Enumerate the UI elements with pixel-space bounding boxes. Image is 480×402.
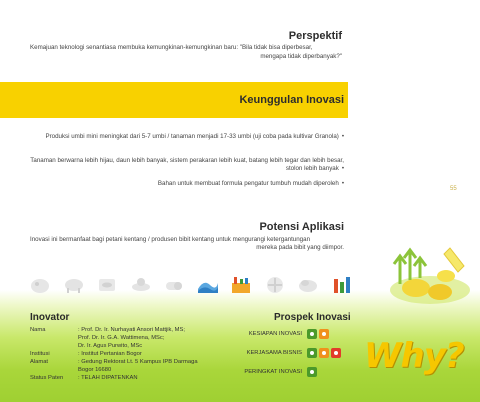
prospek-row-kesiapan <box>228 329 331 339</box>
inovator-row <box>30 350 198 358</box>
inovator-key: Status Paten <box>30 375 64 381</box>
inovator-row <box>30 366 198 374</box>
readiness-badge-icon <box>319 329 329 339</box>
advantage-item-2 <box>30 157 344 174</box>
bullet: • <box>341 165 344 173</box>
inovator-value: Prof. Dr. Ir. G.A. Wattimena, MSc; <box>78 335 165 341</box>
potensi-line-1: Inovasi ini bermanfaat bagi petani kentang / produsen bibit kentang untuk mengurangi ketergantungan <box>30 236 311 243</box>
inovator-value: : TELAH DIPATENKAN <box>78 375 138 381</box>
advantage-text-1: Produksi umbi mini meningkat dari 5-7 umbi / tanaman menjadi 17-33 umbi (uji coba pada kultivar Granola) <box>45 133 339 140</box>
inovator-key: Alamat <box>30 359 49 365</box>
food-icon <box>127 266 155 302</box>
inovator-value: : Institut Pertanian Bogor <box>78 351 142 357</box>
advantage-item-1 <box>30 133 344 141</box>
inovator-key: Nama <box>30 327 46 333</box>
keunggulan-title: Keunggulan Inovasi <box>239 94 344 106</box>
inovator-table <box>30 326 198 382</box>
inovator-value: : Gedung Rektorat Lt. 5 Kampus IPB Darmaga <box>78 359 198 365</box>
business-badge-icon <box>331 348 341 358</box>
inovator-value: Dr. Ir. Agus Purwito, MSc <box>78 343 143 349</box>
readiness-badge-icon <box>307 329 317 339</box>
prospek-row-peringkat <box>228 367 319 377</box>
page-number: 55 <box>450 186 457 192</box>
inovator-row <box>30 342 198 350</box>
prospek-label: KESIAPAN INOVASI <box>248 331 302 337</box>
inovator-key <box>30 342 78 350</box>
inovator-row <box>30 358 198 366</box>
advantage-text-2: Tanaman berwarna lebih hijau, daun lebih banyak, sistem perakaran lebih kuat, batang lebih tegar dan lebih besar, stolon lebih banyak <box>30 157 344 173</box>
rating-badge-icon <box>307 367 317 377</box>
advantage-text-3: Bahan untuk membuat formula pengatur tumbuh mudah diperoleh <box>157 180 339 187</box>
fishery-icon <box>93 266 121 302</box>
perspektif-title: Perspektif <box>288 30 342 42</box>
application-icons <box>26 266 356 302</box>
medicine-icon <box>160 266 188 302</box>
business-badge-icon <box>307 348 317 358</box>
prospek-label: PERINGKAT INOVASI <box>244 369 302 375</box>
industry-icon <box>227 266 255 302</box>
pest-icon <box>26 266 54 302</box>
prospek-label: KERJASAMA BISNIS <box>246 350 302 356</box>
potensi-title: Potensi Aplikasi <box>259 221 344 233</box>
inovator-value: : Prof. Dr. Ir. Nurhayati Ansori Mattjik, MS; <box>78 327 185 333</box>
why-logo: Why? <box>364 336 464 376</box>
inovator-row <box>30 374 198 382</box>
potensi-line-2: mereka pada bibit yang diimpor. <box>256 244 344 252</box>
inovator-title: Inovator <box>30 312 70 323</box>
inovator-row <box>30 326 198 334</box>
perspektif-text <box>30 44 342 61</box>
prospek-row-kerjasama <box>228 348 343 358</box>
prospek-title: Prospek Inovasi <box>274 312 351 323</box>
business-badge-icon <box>319 348 329 358</box>
bullet: • <box>341 180 344 187</box>
perspektif-line-2: mengapa tidak diperbanyak?" <box>260 52 342 60</box>
water-icon <box>194 266 222 302</box>
livestock-icon <box>60 266 88 302</box>
energy-icon <box>261 266 289 302</box>
potensi-text <box>30 236 344 253</box>
environment-icon <box>294 266 322 302</box>
inovator-value: Bogor 16680 <box>78 367 112 373</box>
inovator-key <box>30 366 78 374</box>
biotech-icon <box>328 266 356 302</box>
inovator-key <box>30 334 78 342</box>
perspektif-line-1: Kemajuan teknologi senantiasa membuka kemungkinan-kemungkinan baru: "Bila tidak bisa diperbesar, <box>30 44 313 51</box>
potato-sprout-illustration <box>380 232 480 312</box>
bullet: • <box>341 133 344 140</box>
inovator-key: Institusi <box>30 351 50 357</box>
advantage-item-3 <box>30 180 344 188</box>
inovator-row <box>30 334 198 342</box>
